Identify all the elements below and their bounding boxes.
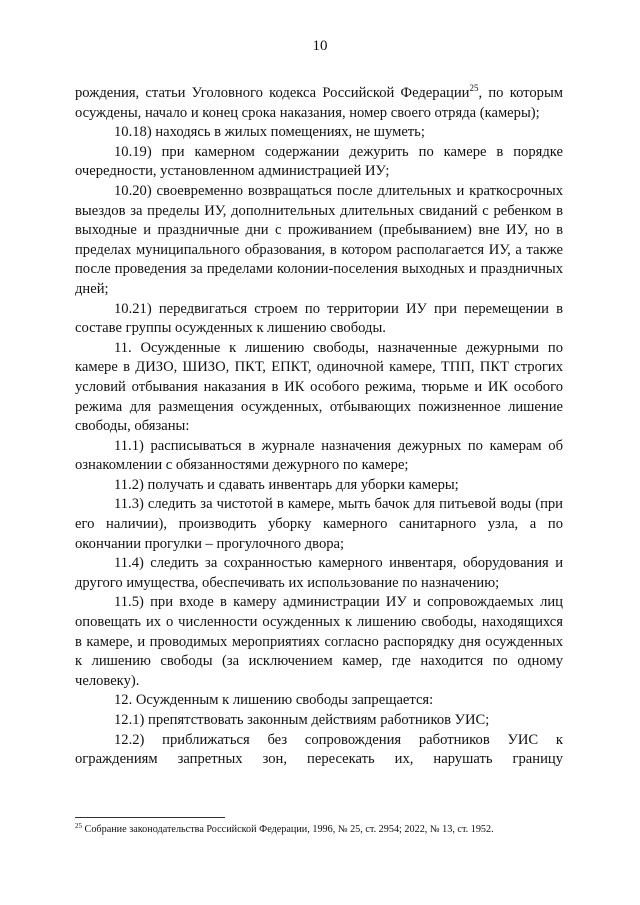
paragraph-10-21: 10.21) передвигаться строем по территории ИУ при перемещении в составе группы осужденных к лишению свободы. — [75, 300, 563, 337]
page-number: 10 — [312, 38, 328, 54]
footnote-mark: 25 — [75, 822, 82, 830]
paragraph-12-1: 12.1) препятствовать законным действиям работников УИС; — [114, 712, 490, 728]
paragraph-text-tail: , по которым осуждены, начало и конец срока наказания, номер своего отряда (камеры); — [75, 85, 563, 121]
paragraph-11-2: 11.2) получать и сдавать инвентарь для уборки камеры; — [114, 476, 459, 493]
paragraph-12-2: 12.2) приближаться без сопровождения работников УИС к ограждениям запретных зон, пересекать их, нарушать границу — [75, 731, 563, 768]
paragraph-11: 11. Осужденные к лишению свободы, назначенные дежурными по камере в ДИЗО, ШИЗО, ПКТ, ЕПКТ, одиночной камере, ТПП, ПКТ строгих условий отбывания наказания в ИК особого режима, тюрьме и ИК особого режима для размещения осужденных, отбывающих пожизненное лишение свободы, обязаны: — [75, 339, 563, 435]
paragraph-12: 12. Осужденным к лишению свободы запрещается: — [114, 692, 434, 709]
paragraph-11-4: 11.4) следить за сохранностью камерного инвентаря, оборудования и другого имущества, обеспечивать их использование по назначению; — [75, 555, 563, 591]
footnote-divider — [75, 817, 225, 818]
paragraph-11-1: 11.1) расписываться в журнале назначения дежурных по камерам об ознакомлении с обязанностями дежурного по камере; — [75, 437, 563, 474]
footnote-text: Собрание законодательства Российской Федерации, 1996, № 25, ст. 2954; 2022, № 13, ст. 1952. — [82, 824, 494, 835]
footnote — [75, 823, 565, 836]
footnote-reference: 25 — [469, 83, 479, 93]
document-body — [75, 84, 563, 770]
paragraph-10-18: 10.18) находясь в жилых помещениях, не шуметь; — [114, 124, 425, 141]
paragraph-11-5: 11.5) при входе в камеру администрации ИУ и сопровождаемых лиц оповещать их о численности осужденных к лишению свободы, находящихся в камере, и проводимых мероприятиях согласно распорядку дня осужденных к лишению свободы (за исключением камер, где находится по одному человеку). — [75, 594, 563, 689]
paragraph-continuation — [75, 84, 563, 123]
paragraph-11-3: 11.3) следить за чистотой в камере, мыть бачок для питьевой воды (при его наличии), производить уборку камерного санитарного узла, а по окончании прогулки – прогулочного двора; — [75, 496, 563, 552]
paragraph-text: рождения, статьи Уголовного кодекса Российской Федерации — [75, 85, 470, 101]
paragraph-10-19: 10.19) при камерном содержании дежурить по камере в порядке очередности, установленном администрацией ИУ; — [75, 143, 563, 180]
paragraph-10-20: 10.20) своевременно возвращаться после длительных и краткосрочных выездов за пределы ИУ, дополнительных длительных свиданий с ребенком в выходные и праздничные дни с проживанием (пребыванием) вне ИУ, но в пределах муниципального образования, в котором располагается ИУ, а также после проведения за пределами колонии-поселения выходных и праздничных дней; — [75, 182, 563, 297]
